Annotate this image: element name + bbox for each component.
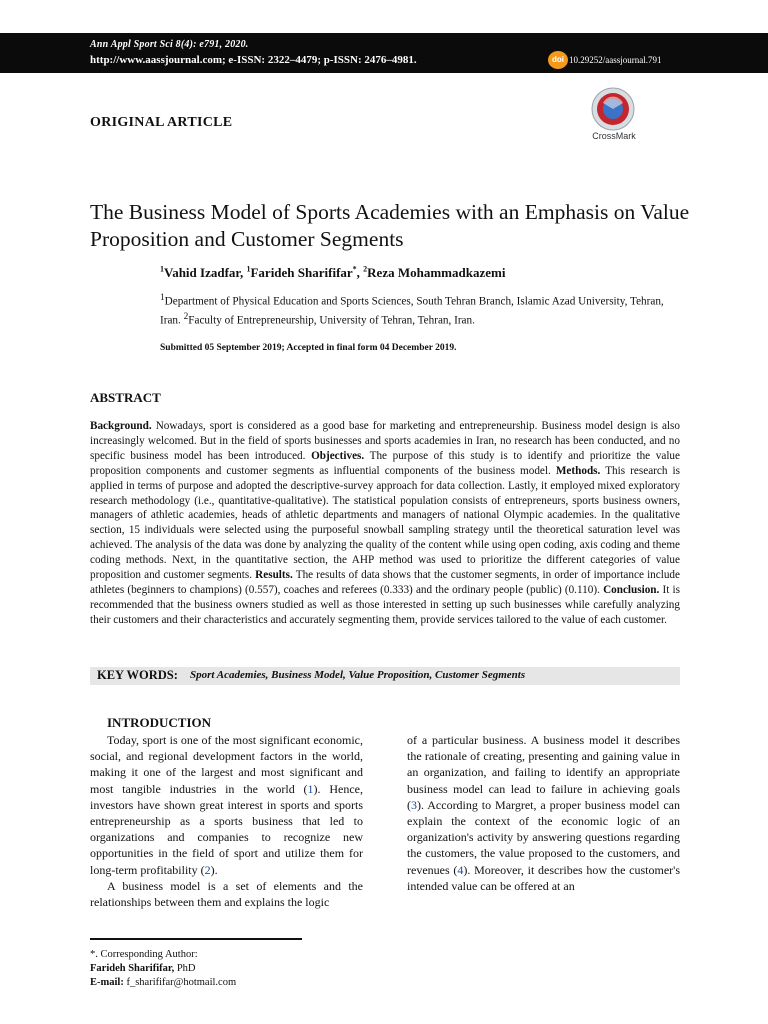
article-type: ORIGINAL ARTICLE xyxy=(90,115,233,130)
doi-icon: doi xyxy=(548,51,568,69)
crossmark-label: CrossMark xyxy=(592,131,636,141)
introduction-heading: INTRODUCTION xyxy=(107,715,212,730)
reference-link-4[interactable]: 4 xyxy=(457,862,464,877)
reference-link-1[interactable]: 1 xyxy=(307,781,314,796)
article-title: The Business Model of Sports Academies with an Emphasis on Value Proposition and Customer Segments xyxy=(90,200,690,251)
keywords-label: KEY WORDS: xyxy=(97,668,178,682)
journal-url-issn[interactable]: http://www.aassjournal.com; e-ISSN: 2322–4479; p-ISSN: 2476–4981. xyxy=(90,54,417,66)
submission-dates: Submitted 05 September 2019; Accepted in final form 04 December 2019. xyxy=(160,343,457,353)
intro-paragraph-1: Today, sport is one of the most significant economic, social, and regional development factors in the world, making it one of the largest and most significant and most tangible industries in the world (1). Hence, investors have shown great interest in sports and sports entrepreneurship as a sports business that led to organizations and companies to recognize new opportunities in the field of sport and utilize them for long-term profitability (2). xyxy=(90,733,363,877)
corresponding-author-footnote: *. Corresponding Author: Farideh Sharififar, PhD E-mail: f_sharififar@hotmail.com xyxy=(90,949,237,988)
intro-column-right xyxy=(407,732,680,894)
intro-paragraph-2: A business model is a set of elements and the relationships between them and explains the logic xyxy=(90,878,363,910)
abstract-body: Background. Nowadays, sport is considered as a good base for marketing and entrepreneurship. Business model design is also increasingly welcomed. But in the field of sports businesses and sports academies in Iran, no research has been conducted, and no specific business model has been introduced. Objectives. The purpose of this study is to identify and prioritize the value proposition components and customer segments as influential components of the business model. Methods. This research is applied in terms of purpose and adopted the descriptive-survey approach for data collection. Lastly, it employed mixed exploratory research methodology (i.e., quantitative-qualitative). The statistical population consists of entrepreneurs, sports business owners, managers of athletic academies, heads of athletic departments and managers of national Olympic academies. In the qualitative section, 15 individuals were selected using the purposeful snowball sampling strategy until the theoretical saturation level was achieved. The analysis of the data was done by analyzing the quality of the content while using open coding, axis coding and theme coding methods. Next, in the quantitative section, the AHP method was used to prioritize the different categories of value proposition and customer segments. Results. The results of data shows that the customer segments, in order of importance include athletes (beginners to champions) (0.557), coaches and referees (0.333) and the ordinary people (public) (0.110). Conclusion. It is recommended that the business owners studied as well as those interested in setting up such businesses while carefully analyzing their customers and their characteristics and accurately segmenting them, provide services tailored to the value of each customer. xyxy=(90,420,680,626)
intro-paragraph-2-cont: of a particular business. A business model it describes the rationale of creating, presenting and gaining value in an organization, and failing to identify an appropriate business model can lead to failure in achieving goals (3). According to Margret, a proper business model can explain the context of the economic logic of an organization's activity by answering questions regarding the customers, the value proposed to the customers, and revenues (4). Moreover, it describes how the customer's intended value can be offered at an xyxy=(407,733,681,893)
email-link[interactable]: f_sharififar@hotmail.com xyxy=(123,977,237,988)
intro-column-left xyxy=(90,732,363,910)
author-1: $^1$Vahid Izadfar, xyxy=(160,265,247,281)
journal-citation: Ann Appl Sport Sci 8(4): e791, 2020. xyxy=(90,39,249,50)
affiliations: $^1$Department of Physical Education and Sports Sciences, South Tehran Branch, Islamic Azad University, Tehran, Iran. $^2$Faculty of Entrepreneurship, University of Tehran, Tehran, Iran. xyxy=(160,293,664,327)
author-3: $^2$Reza Mohammadkazemi xyxy=(363,265,506,281)
author-list xyxy=(160,265,505,281)
author-2: $^1$Farideh Sharififar*, xyxy=(246,265,364,281)
footnote-divider xyxy=(90,938,302,940)
doi-link[interactable]: 10.29252/aassjournal.791 xyxy=(569,55,662,65)
reference-link-2[interactable]: 2 xyxy=(204,862,211,877)
keywords-text: Sport Academies, Business Model, Value Proposition, Customer Segments xyxy=(190,669,526,681)
abstract-heading: ABSTRACT xyxy=(90,390,161,405)
reference-link-3[interactable]: 3 xyxy=(411,797,417,812)
